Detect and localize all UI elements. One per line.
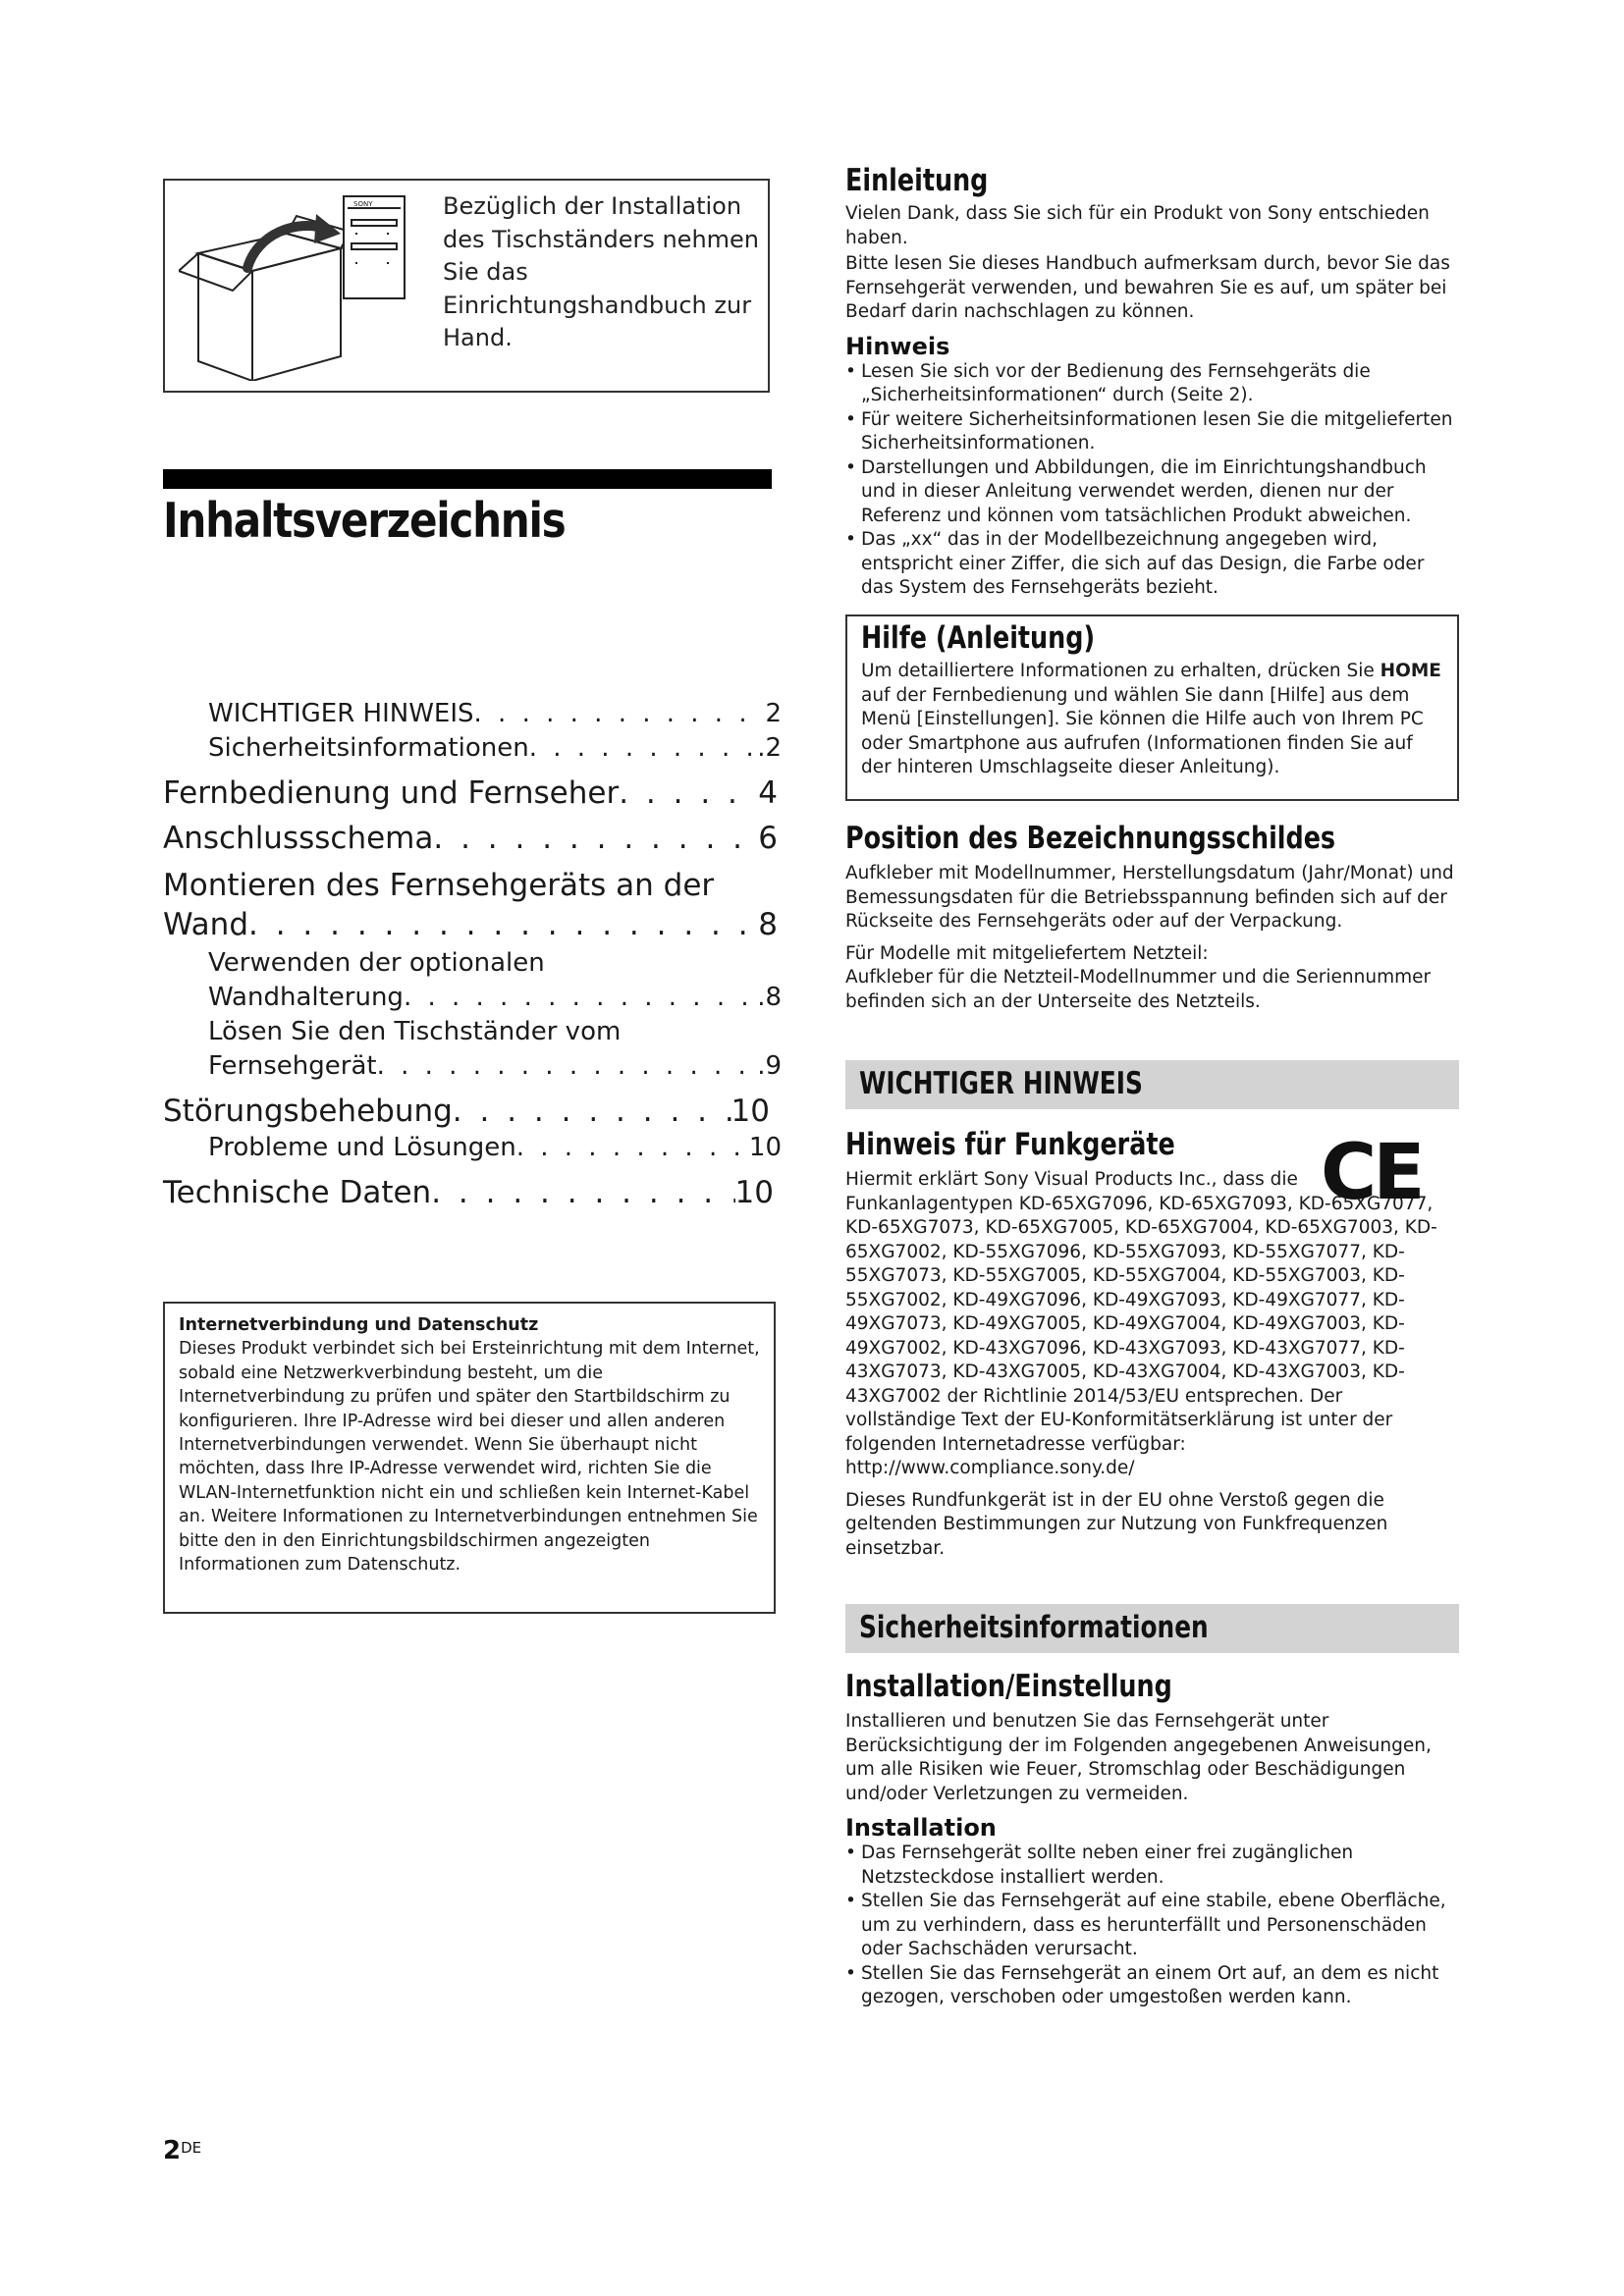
list-item: • Lesen Sie sich vor der Bedienung des Fernsehgeräts die „Sicherheitsinformationen“ durch (Seite 2). (845, 360, 1459, 408)
list-item: • Darstellungen und Abbildungen, die im Einrichtungshandbuch und in dieser Anleitung verwendet werden, dienen nur der Referenz und können vom tatsächlichen Produkt abweichen. (845, 456, 1459, 529)
hinweis-list (845, 360, 1459, 601)
page-number: 2DE (163, 2136, 202, 2165)
hinweis-title: Hinweis (845, 332, 950, 360)
list-item: • Stellen Sie das Fernsehgerät auf eine stabile, ebene Oberfläche, um zu verhindern, dass es herunterfällt und Personenschäden oder Sachschäden verursacht. (845, 1890, 1459, 1962)
toc-entry-label-line1: Montieren des Fernsehgeräts an der (163, 868, 715, 903)
funkgeraete-paragraph: Hiermit erklärt Sony Visual Products Inc., dass die Funkanlagentypen KD-65XG7096, KD-65XG7093, KD-65XG7077, KD-65XG7073, KD-65XG7005, KD-65XG7004, KD-65XG7003, KD-65XG7002, KD-55XG7096, KD-55XG7093, KD-55XG7077, KD-55XG7073, KD-55XG7005, KD-55XG7004, KD-55XG7003, KD-55XG7002, KD-49XG7096, KD-49XG7093, KD-49XG7077, KD-49XG7073, KD-49XG7005, KD-49XG7004, KD-49XG7003, KD-49XG7002, KD-43XG7096, KD-43XG7093, KD-43XG7077, KD-43XG7073, KD-43XG7005, KD-43XG7004, KD-43XG7003, KD-43XG7002 der Richtlinie 2014/53/EU entsprechen. Der vollständige Text der EU-Konformitätserklärung ist unter der folgenden Internetadresse verfügbar: http://www.compliance.sony.de/ (845, 1169, 1437, 1478)
wichtiger-hinweis-bar (845, 1060, 1459, 1109)
einleitung-paragraph: Vielen Dank, dass Sie sich für ein Produkt von Sony entschieden haben. (845, 203, 1430, 248)
installation-subtitle: Installation (845, 1814, 997, 1842)
position-section (845, 821, 1459, 1014)
toc-entry[interactable] (163, 731, 782, 766)
position-paragraph: Für Modelle mit mitgeliefertem Netzteil: (845, 942, 1209, 964)
table-of-contents (163, 697, 782, 1212)
position-title: Position des Bezeichnungsschildes (845, 821, 1336, 856)
toc-entry[interactable] (163, 774, 778, 813)
toc-entry-label: Fernsehgerät (208, 1051, 377, 1081)
toc-entry-label: Probleme und Lösungen (208, 1133, 516, 1162)
privacy-heading: Internetverbindung und Datenschutz (179, 1315, 539, 1335)
page-language: DE (181, 2139, 202, 2157)
home-button-label: HOME (1380, 661, 1441, 681)
einleitung-section (845, 163, 1459, 601)
toc-entry-label-line1: Verwenden der optionalen (208, 948, 545, 978)
toc-title: Inhaltsverzeichnis (163, 493, 566, 549)
toc-entry-page: .2 (757, 733, 782, 763)
toc-entry[interactable] (163, 1173, 774, 1212)
installation-paragraph: Installieren und benutzen Sie das Fernsehgerät unter Berücksichtigung der im Folgenden angegebenen Anweisungen, um alle Risiken wie Feuer, Stromschlag oder Beschädigungen und/oder Verletzungen zu vermeiden. (845, 1711, 1432, 1804)
list-item: • Für weitere Sicherheitsinformationen lesen Sie die mitgelieferten Sicherheitsinformationen. (845, 408, 1459, 456)
privacy-notice-box (163, 1302, 776, 1614)
funkgeraete-title: Hinweis für Funkgeräte (845, 1127, 1175, 1162)
wichtiger-hinweis-heading: WICHTIGER HINWEIS (859, 1066, 1143, 1101)
toc-entry[interactable] (163, 981, 782, 1015)
toc-entry-page: 10 (734, 1175, 774, 1210)
toc-title-rule (163, 469, 772, 489)
list-item: • Das Fernsehgerät sollte neben einer frei zugänglichen Netzsteckdose installiert werden. (845, 1842, 1459, 1890)
box-manual-illustration (179, 194, 434, 381)
position-paragraph: Aufkleber für die Netzteil-Modellnummer und die Seriennummer befinden sich an der Unterseite des Netzteils. (845, 967, 1432, 1012)
toc-entry-label: Technische Daten (163, 1175, 432, 1210)
einleitung-title: Einleitung (845, 163, 989, 198)
hilfe-title: Hilfe (Anleitung) (861, 620, 1096, 656)
installation-note-text: Bezüglich der Installation des Tischständers nehmen Sie das Einrichtungshandbuch zur Hand. (443, 192, 760, 351)
installation-title: Installation/Einstellung (845, 1669, 1172, 1704)
toc-entry-label: Wand (163, 907, 248, 942)
toc-entry-page: .8 (757, 983, 782, 1012)
funkgeraete-paragraph: Dieses Rundfunkgerät ist in der EU ohne Verstoß gegen die geltenden Bestimmungen zur Nutzung von Funkfrequenzen einsetzbar. (845, 1489, 1388, 1559)
list-item: • Das „xx“ das in der Modellbezeichnung angegeben wird, entspricht einer Ziffer, die sich auf das Design, die Farbe oder das System des Fernsehgeräts bezieht. (845, 528, 1459, 601)
toc-entry-page: 8 (758, 907, 778, 942)
einleitung-paragraph: Bitte lesen Sie dieses Handbuch aufmerksam durch, bevor Sie das Fernsehgerät verwenden, und bewahren Sie es auf, um später bei Bedarf darin nachschlagen zu können. (845, 253, 1450, 322)
hilfe-box (845, 614, 1459, 801)
toc-entry-label: Störungsbehebung (163, 1094, 453, 1129)
toc-entry[interactable] (163, 1092, 770, 1131)
hilfe-paragraph: Um detailliertere Informationen zu erhalten, drücken Sie HOME auf der Fernbedienung und wählen Sie dann [Hilfe] aus dem Menü [Einstellungen]. Sie können die Hilfe auch von Ihrem PC oder Smartphone aus aufrufen (Informationen finden Sie auf der hinteren Umschlagseite dieser Anleitung). (861, 661, 1441, 777)
toc-entry-label: WICHTIGER HINWEIS (208, 699, 474, 728)
toc-entry-label: Anschlussschema (163, 821, 434, 856)
toc-entry-page: 10 (748, 1133, 782, 1162)
toc-entry[interactable] (163, 697, 782, 731)
toc-entry-page: 6 (758, 821, 778, 856)
installation-note-box (163, 179, 770, 393)
toc-entry[interactable] (163, 905, 778, 944)
toc-entry-label: Sicherheitsinformationen (208, 733, 529, 763)
toc-entry[interactable] (163, 1049, 782, 1084)
position-paragraph: Aufkleber mit Modellnummer, Herstellungsdatum (Jahr/Monat) und Bemessungsdaten für die Betriebsspannung befinden sich auf der Rückseite des Fernsehgeräts oder auf der Verpackung. (845, 863, 1454, 932)
installation-section (845, 1669, 1459, 2010)
privacy-body: Dieses Produkt verbindet sich bei Ersteinrichtung mit dem Internet, sobald eine Netzwerkverbindung besteht, um die Internetverbindung zu prüfen und später den Startbildschirm zu konfigurieren. Ihre IP-Adresse wird bei dieser und allen anderen Internetverbindungen verwendet. Wenn Sie überhaupt nicht möchten, dass Ihre IP-Adresse verwendet wird, richten Sie die WLAN-Internetfunktion nicht ein und schließen kein Internet-Kabel an. Weitere Informationen zu Internetverbindungen entnehmen Sie bitte den in den Einrichtungsbildschirmen angezeigten Informationen zum Datenschutz. (179, 1339, 760, 1575)
sicherheit-bar (845, 1604, 1459, 1653)
manual-logo-text: SONY (353, 200, 373, 208)
toc-entry-label: Fernbedienung und Fernseher (163, 775, 620, 811)
toc-entry-page: 4 (758, 775, 778, 811)
list-item: • Stellen Sie das Fernsehgerät an einem Ort auf, an dem es nicht gezogen, verschoben oder umgestoßen werden kann. (845, 1962, 1459, 2010)
toc-entry-page: 10 (731, 1094, 770, 1129)
toc-entry-page: .9 (757, 1051, 782, 1081)
ce-mark-icon: CE (1321, 1129, 1422, 1217)
toc-entry-page: 2 (765, 699, 782, 728)
toc-entry[interactable] (163, 819, 778, 858)
toc-entry-label-line1: Lösen Sie den Tischständer vom (208, 1017, 622, 1046)
sicherheit-heading: Sicherheitsinformationen (859, 1610, 1209, 1645)
installation-list (845, 1842, 1459, 2010)
toc-entry-label: Wandhalterung (208, 983, 404, 1012)
toc-entry[interactable] (163, 1131, 782, 1165)
